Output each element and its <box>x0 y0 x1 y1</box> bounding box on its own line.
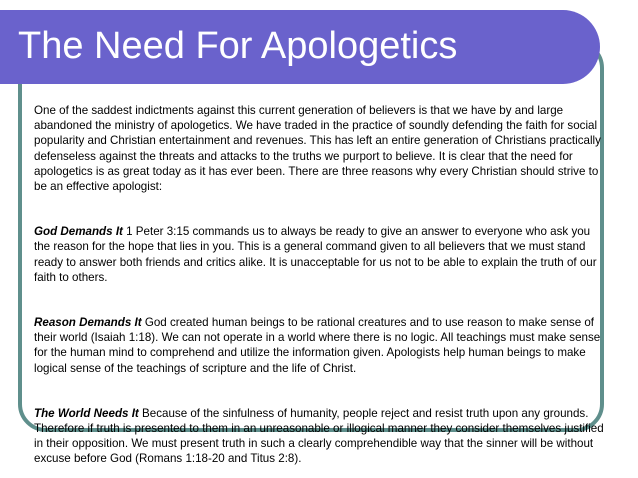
intro-paragraph: One of the saddest indictments against this current generation of believers is that we have by and large abandoned the ministry of apologetics. We have traded in the practice of soundly defending the faith for social popularity and Christian entertainment and revenues. This has left an entire generation of Christians practically defenseless against the threats and attacks to the truths we purport to believe. It is clear that the need for apologetics is as great today as it has ever been. There are three reasons why every Christian should strive to be an effective apologist: <box>34 104 601 194</box>
reason-paragraph-reason <box>34 315 604 376</box>
reason-heading: The World Needs It <box>34 406 139 420</box>
reason-text: Because of the sinfulness of humanity, people reject and resist truth upon any grounds. Therefore if truth is presented to them in an unreasonable or illogical manner they consider themselves justified in their opposition. We must present truth in such a clearly comprehendible way that the sinner will be without excuse before God (Romans 1:18-20 and Titus 2:8). <box>34 406 604 466</box>
reason-heading: Reason Demands It <box>34 316 142 330</box>
reason-paragraph-god <box>34 224 604 285</box>
reason-heading: God Demands It <box>34 225 123 239</box>
reason-text: God created human beings to be rational creatures and to use reason to make sense of their world (Isaiah 1:18). We can not operate in a world where there is no logic. All teachings must make sense for the human mind to comprehend and utilize the information given. Apologists help human beings to make logical sense of the teachings of scripture and the life of Christ. <box>34 316 601 375</box>
slide-body <box>34 103 604 467</box>
reason-text: 1 Peter 3:15 commands us to always be ready to give an answer to everyone who ask you the reason for the hope that lies in you. This is a general command given to all believers that we must stand ready to answer both friends and critics alike. It is unacceptable for us not to be able to explain the truth of our faith to others. <box>34 225 597 284</box>
slide-title: The Need For Apologetics <box>18 25 458 67</box>
reason-paragraph-world <box>34 406 604 467</box>
